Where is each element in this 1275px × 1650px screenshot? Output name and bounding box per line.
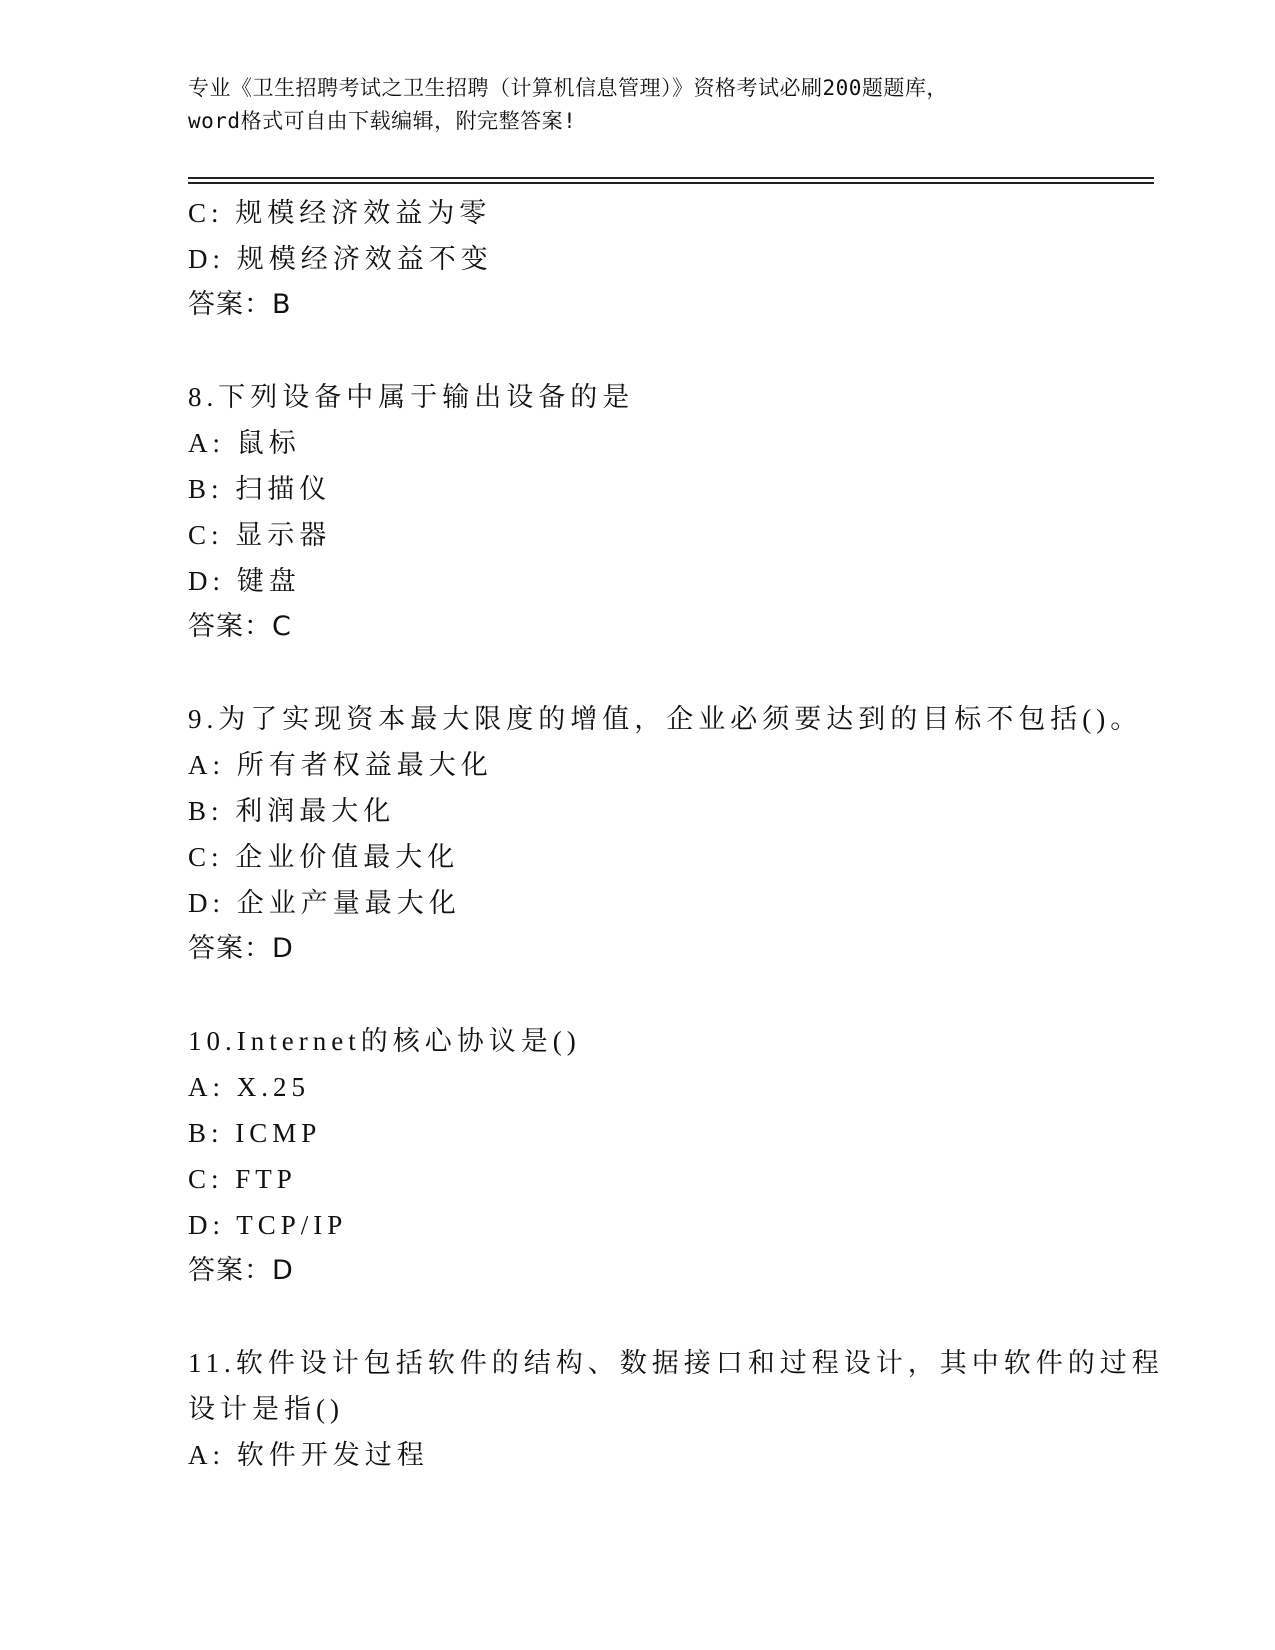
option-line: C: 企业价值最大化 bbox=[188, 842, 460, 872]
spacer bbox=[188, 650, 1148, 696]
question-content bbox=[188, 190, 1164, 1478]
spacer bbox=[188, 1294, 1148, 1340]
option-line: A: 鼠标 bbox=[188, 428, 301, 458]
option-line: A: X.25 bbox=[188, 1072, 310, 1102]
option-line: D: 键盘 bbox=[188, 566, 301, 596]
option-line: D: 规模经济效益不变 bbox=[188, 244, 493, 274]
option-line: B: ICMP bbox=[188, 1118, 322, 1148]
spacer bbox=[188, 328, 1148, 374]
answer-line: 答案：D bbox=[188, 933, 294, 964]
question-stem: 11.软件设计包括软件的结构、数据接口和过程设计，其中软件的过程 bbox=[188, 1348, 1164, 1378]
answer-line: 答案：C bbox=[188, 611, 292, 642]
option-line: B: 利润最大化 bbox=[188, 796, 396, 826]
option-line: A: 所有者权益最大化 bbox=[188, 750, 493, 780]
answer-line: 答案：D bbox=[188, 1255, 294, 1286]
question-stem-continued: 设计是指() bbox=[188, 1394, 344, 1424]
spacer bbox=[188, 972, 1148, 1018]
option-line: C: 显示器 bbox=[188, 520, 332, 550]
option-line: D: 企业产量最大化 bbox=[188, 888, 461, 918]
answer-line: 答案：B bbox=[188, 289, 292, 320]
option-line: B: 扫描仪 bbox=[188, 474, 332, 504]
option-line: D: TCP/IP bbox=[188, 1210, 348, 1240]
option-line: A: 软件开发过程 bbox=[188, 1440, 429, 1470]
option-line: C: FTP bbox=[188, 1164, 297, 1194]
option-line: C: 规模经济效益为零 bbox=[188, 198, 492, 228]
header-divider-top bbox=[188, 177, 1154, 179]
question-stem: 8.下列设备中属于输出设备的是 bbox=[188, 382, 635, 412]
document-header bbox=[188, 72, 1088, 138]
question-stem: 10.Internet的核心协议是() bbox=[188, 1026, 581, 1056]
header-divider-bottom bbox=[188, 182, 1154, 184]
header-line-2: word格式可自由下载编辑，附完整答案! bbox=[188, 109, 577, 133]
question-stem: 9.为了实现资本最大限度的增值，企业必须要达到的目标不包括()。 bbox=[188, 704, 1143, 734]
header-line-1: 专业《卫生招聘考试之卫生招聘（计算机信息管理）》资格考试必刷200题题库， bbox=[188, 76, 948, 100]
